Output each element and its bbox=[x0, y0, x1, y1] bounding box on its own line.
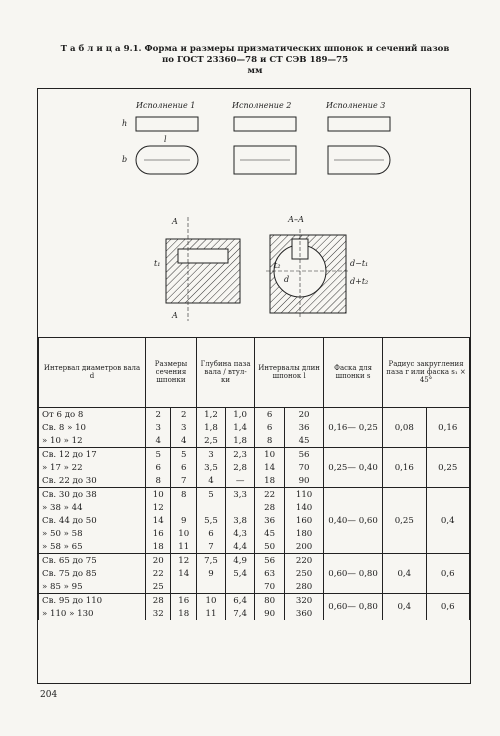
cell-t2: 5,4 bbox=[226, 567, 255, 580]
cell-length-to: 220 bbox=[285, 554, 324, 568]
cell-h: 5 bbox=[171, 448, 196, 462]
cell-length-to: 200 bbox=[285, 540, 324, 554]
table-title bbox=[40, 44, 470, 77]
header-lengths: Интервалы длин шпонок l bbox=[255, 337, 324, 408]
cell-diameter: » 17 » 22 bbox=[39, 461, 146, 474]
cell-h: 14 bbox=[171, 567, 196, 580]
cell-t2: 4,4 bbox=[226, 540, 255, 554]
cell-radius-to: 0,16 bbox=[426, 408, 470, 448]
cell-length-from: 8 bbox=[255, 434, 285, 448]
cell-b: 25 bbox=[146, 580, 171, 594]
cell-b: 20 bbox=[146, 554, 171, 568]
cell-radius-from: 0,08 bbox=[383, 408, 426, 448]
cell-b: 14 bbox=[146, 514, 171, 527]
key-drawing-svg bbox=[38, 89, 470, 337]
header-radius: Радиус закругления паза r или фаска s₁ × 45° bbox=[383, 337, 470, 408]
cell-length-to: 110 bbox=[285, 488, 324, 502]
cell-h: 7 bbox=[171, 474, 196, 488]
cell-length-to: 36 bbox=[285, 421, 324, 434]
header-shaft: вала bbox=[204, 368, 222, 376]
variant1-side-view bbox=[136, 117, 198, 131]
cell-diameter: » 85 » 95 bbox=[39, 580, 146, 594]
variant2-label: Исполнение 2 bbox=[232, 101, 292, 110]
cell-length-from: 6 bbox=[255, 421, 285, 434]
cell-diameter: Св. 95 до 110 bbox=[39, 594, 146, 608]
cell-length-from: 45 bbox=[255, 527, 285, 540]
section-mark-a-bottom: A bbox=[172, 311, 178, 320]
cell-h: 6 bbox=[171, 461, 196, 474]
cell-t2: 1,0 bbox=[226, 408, 255, 422]
cell-radius-from: 0,16 bbox=[383, 448, 426, 488]
cell-t1: 3 bbox=[196, 448, 225, 462]
cell-h: 12 bbox=[171, 554, 196, 568]
variant2-side-view bbox=[234, 117, 296, 131]
cell-length-to: 160 bbox=[285, 514, 324, 527]
cell-length-to: 70 bbox=[285, 461, 324, 474]
cell-length-from: 80 bbox=[255, 594, 285, 608]
cell-diameter: Св. 22 до 30 bbox=[39, 474, 146, 488]
cell-b: 12 bbox=[146, 501, 171, 514]
cell-diameter: » 110 » 130 bbox=[39, 607, 146, 620]
cell-chamfer: 0,60— 0,80 bbox=[324, 554, 383, 594]
cell-h: 8 bbox=[171, 488, 196, 502]
table-row bbox=[39, 554, 470, 568]
cell-radius-from: 0,4 bbox=[383, 594, 426, 621]
b-label-1: b bbox=[122, 155, 128, 164]
cell-diameter: » 38 » 44 bbox=[39, 501, 146, 514]
t1-label: t₁ bbox=[154, 259, 161, 268]
cell-diameter: Св. 65 до 75 bbox=[39, 554, 146, 568]
cell-length-from: 90 bbox=[255, 607, 285, 620]
cell-t1: 6 bbox=[196, 527, 225, 540]
cell-t1: 4 bbox=[196, 474, 225, 488]
d-minus-t1-label: d−t₁ bbox=[350, 259, 369, 268]
header-interval: Интервал диаметров вала d bbox=[39, 337, 146, 408]
cell-length-from: 56 bbox=[255, 554, 285, 568]
cell-t2: 1,8 bbox=[226, 434, 255, 448]
cell-h: 10 bbox=[171, 527, 196, 540]
section-aa-label: А–А bbox=[288, 215, 305, 224]
cell-length-to: 280 bbox=[285, 580, 324, 594]
header-hub: втул-ки bbox=[221, 368, 247, 384]
table-frame bbox=[37, 88, 471, 684]
cell-t1: 5 bbox=[196, 488, 225, 502]
cell-length-from: 10 bbox=[255, 448, 285, 462]
cell-h bbox=[171, 501, 196, 514]
cell-b: 10 bbox=[146, 488, 171, 502]
cell-length-to: 90 bbox=[285, 474, 324, 488]
cell-t1: 3,5 bbox=[196, 461, 225, 474]
cell-b: 22 bbox=[146, 567, 171, 580]
cell-chamfer: 0,16— 0,25 bbox=[324, 408, 383, 448]
cell-t2: — bbox=[226, 474, 255, 488]
cell-h: 18 bbox=[171, 607, 196, 620]
cell-h: 16 bbox=[171, 594, 196, 608]
cell-length-from: 70 bbox=[255, 580, 285, 594]
cell-length-to: 20 bbox=[285, 408, 324, 422]
cell-t2: 3,8 bbox=[226, 514, 255, 527]
keyway bbox=[178, 249, 228, 263]
cell-length-to: 45 bbox=[285, 434, 324, 448]
header-key-sizes: Размеры сечения шпонки bbox=[146, 337, 197, 408]
cell-length-from: 28 bbox=[255, 501, 285, 514]
cell-b: 16 bbox=[146, 527, 171, 540]
cell-t1: 7 bbox=[196, 540, 225, 554]
header-row bbox=[39, 337, 470, 408]
cell-diameter: Св. 75 до 85 bbox=[39, 567, 146, 580]
cell-radius-to: 0,6 bbox=[426, 554, 470, 594]
cell-h: 2 bbox=[171, 408, 196, 422]
cell-length-from: 18 bbox=[255, 474, 285, 488]
cell-t2 bbox=[226, 501, 255, 514]
cell-b: 6 bbox=[146, 461, 171, 474]
cell-t1 bbox=[196, 580, 225, 594]
d-label: d bbox=[284, 275, 290, 284]
cell-length-from: 63 bbox=[255, 567, 285, 580]
cell-t1: 5,5 bbox=[196, 514, 225, 527]
cell-length-to: 180 bbox=[285, 527, 324, 540]
cell-length-from: 36 bbox=[255, 514, 285, 527]
title-line-2: по ГОСТ 23360—78 и СТ СЭВ 189—75 bbox=[161, 55, 349, 65]
cell-length-from: 6 bbox=[255, 408, 285, 422]
cell-t1 bbox=[196, 501, 225, 514]
cell-chamfer: 0,25— 0,40 bbox=[324, 448, 383, 488]
header-chamfer: Фаска для шпонки s bbox=[324, 337, 383, 408]
cell-diameter: » 58 » 65 bbox=[39, 540, 146, 554]
header-depth-text: Глубина паза bbox=[200, 360, 251, 368]
cell-radius-from: 0,25 bbox=[383, 488, 426, 554]
cell-radius-to: 0,6 bbox=[426, 594, 470, 621]
cell-length-to: 56 bbox=[285, 448, 324, 462]
cell-b: 3 bbox=[146, 421, 171, 434]
cell-diameter: Св. 8 » 10 bbox=[39, 421, 146, 434]
cell-radius-from: 0,4 bbox=[383, 554, 426, 594]
cell-t1: 7,5 bbox=[196, 554, 225, 568]
page-number: 204 bbox=[40, 690, 58, 700]
cell-diameter: От 6 до 8 bbox=[39, 408, 146, 422]
cell-length-to: 250 bbox=[285, 567, 324, 580]
cell-b: 4 bbox=[146, 434, 171, 448]
title-line-1: Т а б л и ц а 9.1. Форма и размеры призматических шпонок и сечений пазов bbox=[60, 44, 450, 54]
cell-diameter: Св. 30 до 38 bbox=[39, 488, 146, 502]
table-row bbox=[39, 594, 470, 608]
cell-diameter: » 10 » 12 bbox=[39, 434, 146, 448]
cell-t2: 1,4 bbox=[226, 421, 255, 434]
cell-length-from: 50 bbox=[255, 540, 285, 554]
cell-b: 32 bbox=[146, 607, 171, 620]
table-body bbox=[39, 408, 470, 621]
cell-radius-to: 0,4 bbox=[426, 488, 470, 554]
cell-chamfer: 0,40— 0,60 bbox=[324, 488, 383, 554]
cell-radius-to: 0,25 bbox=[426, 448, 470, 488]
cell-length-from: 14 bbox=[255, 461, 285, 474]
cell-b: 2 bbox=[146, 408, 171, 422]
title-units: мм bbox=[247, 66, 263, 76]
cell-chamfer: 0,60— 0,80 bbox=[324, 594, 383, 621]
table-row bbox=[39, 488, 470, 502]
l-label-1: l bbox=[164, 135, 167, 144]
cell-b: 18 bbox=[146, 540, 171, 554]
h-label-1: h bbox=[122, 119, 128, 128]
variant3-side-view bbox=[328, 117, 390, 131]
cell-diameter: Св. 12 до 17 bbox=[39, 448, 146, 462]
table-row bbox=[39, 448, 470, 462]
cell-length-to: 140 bbox=[285, 501, 324, 514]
cell-h: 11 bbox=[171, 540, 196, 554]
table-row bbox=[39, 408, 470, 422]
cell-t2: 2,3 bbox=[226, 448, 255, 462]
cell-diameter: Св. 44 до 50 bbox=[39, 514, 146, 527]
cell-t1: 11 bbox=[196, 607, 225, 620]
cell-diameter: » 50 » 58 bbox=[39, 527, 146, 540]
t2-label: t₂ bbox=[274, 261, 281, 270]
cell-t2: 2,8 bbox=[226, 461, 255, 474]
cell-t2: 4,9 bbox=[226, 554, 255, 568]
cell-t2 bbox=[226, 580, 255, 594]
cell-t1: 1,8 bbox=[196, 421, 225, 434]
cell-b: 8 bbox=[146, 474, 171, 488]
cell-t1: 1,2 bbox=[196, 408, 225, 422]
variant1-label: Исполнение 1 bbox=[136, 101, 196, 110]
key-dimensions-table bbox=[38, 337, 470, 620]
cell-t2: 3,3 bbox=[226, 488, 255, 502]
cell-h: 4 bbox=[171, 434, 196, 448]
cell-t2: 6,4 bbox=[226, 594, 255, 608]
d-plus-t2-label: d+t₂ bbox=[350, 277, 369, 286]
cell-length-to: 320 bbox=[285, 594, 324, 608]
cell-h: 3 bbox=[171, 421, 196, 434]
key-drawing bbox=[38, 89, 470, 338]
variant3-label: Исполнение 3 bbox=[326, 101, 386, 110]
cell-length-to: 360 bbox=[285, 607, 324, 620]
cell-t1: 2,5 bbox=[196, 434, 225, 448]
cell-t2: 4,3 bbox=[226, 527, 255, 540]
cell-t1: 10 bbox=[196, 594, 225, 608]
cell-h bbox=[171, 580, 196, 594]
cell-length-from: 22 bbox=[255, 488, 285, 502]
section-mark-a-top: A bbox=[172, 217, 178, 226]
cell-h: 9 bbox=[171, 514, 196, 527]
cell-t2: 7,4 bbox=[226, 607, 255, 620]
cell-b: 5 bbox=[146, 448, 171, 462]
cell-t1: 9 bbox=[196, 567, 225, 580]
cell-b: 28 bbox=[146, 594, 171, 608]
header-depth: Глубина паза вала / втул-ки bbox=[196, 337, 254, 408]
